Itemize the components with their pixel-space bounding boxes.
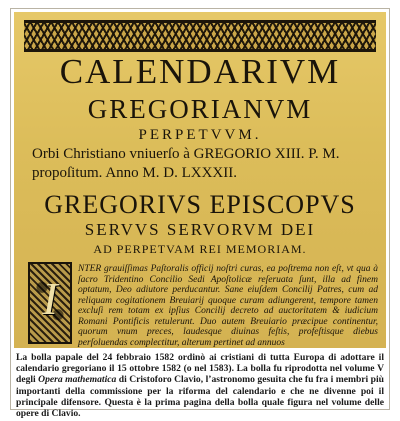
heading-line-1: GREGORIVS EPISCOPVS	[44, 190, 356, 219]
caption-work-title: Opera mathematica	[38, 374, 117, 386]
heading-line-3: AD PERPETVAM REI MEMORIAM.	[93, 242, 307, 256]
initial-letter: I	[42, 273, 58, 324]
heading-line-2: SERVVS SERVORVM DEI	[84, 220, 316, 239]
papal-bull-page-image	[14, 12, 386, 348]
figure-caption	[16, 352, 384, 419]
dedication-text: Orbi Christiano vniuerſo à GREGORIO XIII. P. M. propoſitum. Anno M. D. LXXXII.	[32, 146, 340, 181]
caption-part-2: di Cristoforo Clavio, l’astronomo gesuita che fu fra i membri più importanti della commissione per la riforma del calendario e che ne divenne poi il principale difensore. Questa è la prima pagina della bolla quale figura nel volume delle opere di Clavio.	[16, 374, 384, 420]
bull-body-text: NTER grauiſſimas Paſtoralis officij noſtri curas, ea poſtrema non eſt, vt qua à ſacro Tridentino Concilio Sedi Apoſtolicæ reſeruata ſunt, illa ad finem optatum, Deo adiutore perducantur. Sane eiuſdem Concilij Patres, cum ad reliquam cogitationem Breuiarij quoque curam adiungerent, tempore tamen excluſi rem totam ex ipſius Concilij decreto ad auctoritatem & iudicium Romani Pontificis retulerunt. Duo autem Breuiario præcipue continentur, quorum vnum preces, laudesque diuinas feſtis, profeſtisque diebus perſoluendas complectitur, alterum pertinet ad annuos	[78, 264, 378, 348]
title-line-3: PERPETVVM.	[138, 127, 262, 143]
caption-part-1: La bolla papale del 24 febbraio 1582 ordinò ai cristiani di tutta Europa di adottare il calendario gregoriano il 15 ottobre 1582 (o nel 1583). La bolla fu riprodotta nel volume V degli	[16, 352, 384, 386]
title-line-1: CALENDARIVM	[59, 52, 341, 91]
decorative-border-band	[24, 20, 376, 52]
title-line-2: GREGORIANVM	[87, 94, 313, 124]
decorated-initial	[28, 262, 72, 344]
